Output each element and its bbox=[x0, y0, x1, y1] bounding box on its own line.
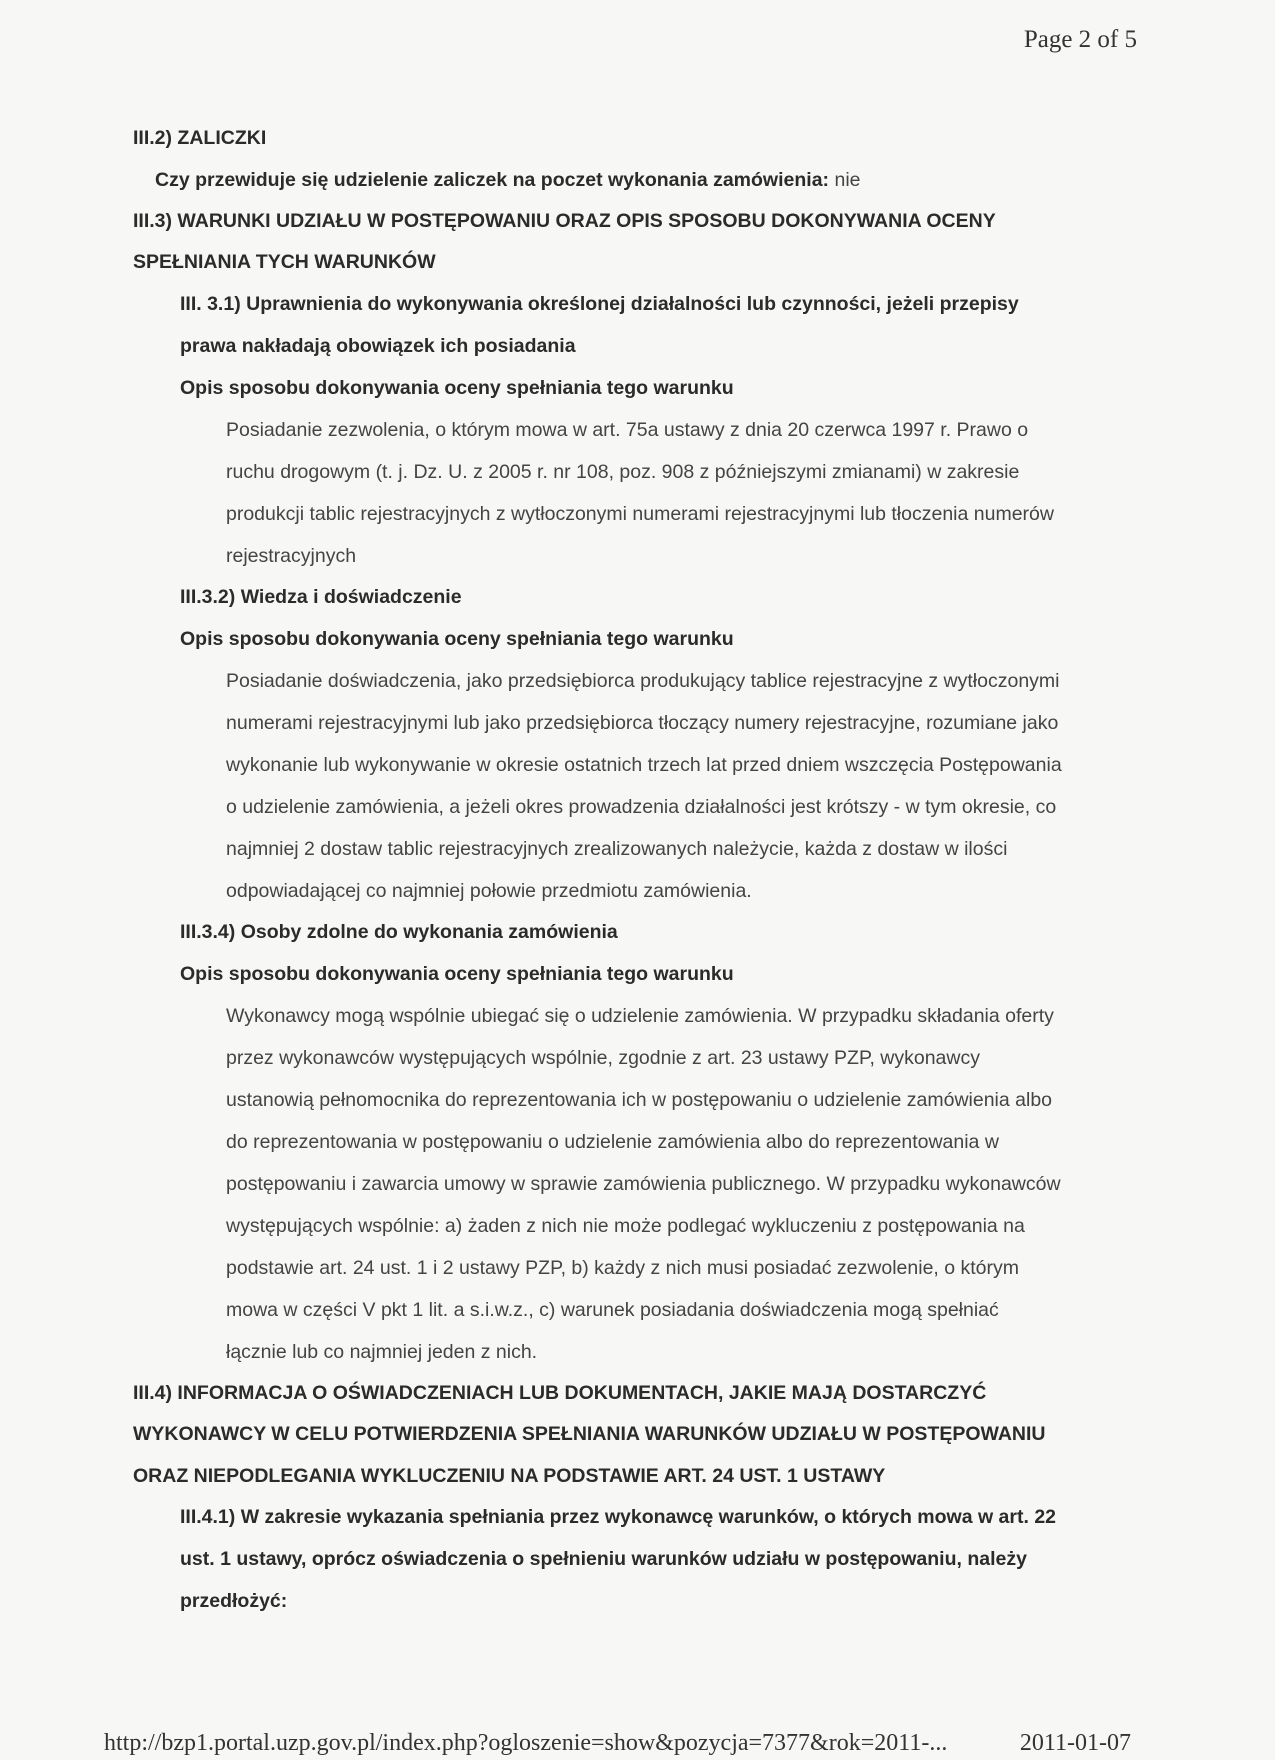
zaliczki-question: Czy przewiduje się udzielenie zaliczek na poczet wykonania zamówienia: bbox=[155, 169, 830, 191]
opis-label-wiedza: Opis sposobu dokonywania oceny spełniania tego warunku bbox=[180, 628, 734, 650]
section-heading-informacja-line1: III.4) INFORMACJA O OŚWIADCZENIACH LUB DOKUMENTACH, JAKIE MAJĄ DOSTARCZYĆ bbox=[133, 1382, 987, 1404]
subsection-heading-wiedza: III.3.2) Wiedza i doświadczenie bbox=[180, 586, 462, 608]
opis-label-osoby: Opis sposobu dokonywania oceny spełniania tego warunku bbox=[180, 963, 734, 985]
wiedza-body-line: wykonanie lub wykonywanie w okresie ostatnich trzech lat przed dniem wszczęcia Postępowania bbox=[226, 754, 1062, 776]
subsection-heading-zakres-line2: ust. 1 ustawy, oprócz oświadczenia o spełnieniu warunków udziału w postępowaniu, należy bbox=[180, 1548, 1027, 1570]
uprawnienia-body-line: ruchu drogowym (t. j. Dz. U. z 2005 r. nr 108, poz. 908 z późniejszymi zmianami) w zakresie bbox=[226, 461, 1020, 483]
wiedza-body-line: numerami rejestracyjnymi lub jako przedsiębiorca tłoczący numery rejestracyjne, rozumiane jako bbox=[226, 712, 1059, 734]
zaliczki-answer: nie bbox=[834, 169, 861, 191]
osoby-body-line: przez wykonawców występujących wspólnie, zgodnie z art. 23 ustawy PZP, wykonawcy bbox=[226, 1047, 980, 1069]
section-heading-warunki-line1: III.3) WARUNKI UDZIAŁU W POSTĘPOWANIU ORAZ OPIS SPOSOBU DOKONYWANIA OCENY bbox=[133, 210, 996, 232]
osoby-body-line: postępowaniu i zawarcia umowy w sprawie zamówienia publicznego. W przypadku wykonawców bbox=[226, 1173, 1061, 1195]
subsection-heading-uprawnienia-line1: III. 3.1) Uprawnienia do wykonywania określonej działalności lub czynności, jeżeli przepisy bbox=[180, 293, 1019, 315]
zaliczki-question-row bbox=[155, 168, 861, 192]
subsection-heading-zakres-line3: przedłożyć: bbox=[180, 1590, 288, 1612]
osoby-body-line: ustanowią pełnomocnika do reprezentowania ich w postępowaniu o udzielenie zamówienia albo bbox=[226, 1089, 1053, 1111]
osoby-body-line: podstawie art. 24 ust. 1 i 2 ustawy PZP, b) każdy z nich musi posiadać zezwolenie, o którym bbox=[226, 1257, 1020, 1279]
osoby-body-line: Wykonawcy mogą wspólnie ubiegać się o udzielenie zamówienia. W przypadku składania oferty bbox=[226, 1005, 1054, 1027]
page-number: Page 2 of 5 bbox=[1023, 26, 1137, 53]
wiedza-body-line: Posiadanie doświadczenia, jako przedsiębiorca produkujący tablice rejestracyjne z wytłoczonymi bbox=[226, 670, 1060, 692]
subsection-heading-osoby: III.3.4) Osoby zdolne do wykonania zamówienia bbox=[180, 921, 618, 943]
footer-url: http://bzp1.portal.uzp.gov.pl/index.php?ogloszenie=show&pozycja=7377&rok=2011-... bbox=[104, 1730, 948, 1756]
section-heading-informacja-line2: WYKONAWCY W CELU POTWIERDZENIA SPEŁNIANIA WARUNKÓW UDZIAŁU W POSTĘPOWANIU bbox=[133, 1423, 1046, 1445]
uprawnienia-body-line: produkcji tablic rejestracyjnych z wytłoczonymi numerami rejestracyjnymi lub tłoczenia numerów bbox=[226, 503, 1054, 525]
subsection-heading-uprawnienia-line2: prawa nakładają obowiązek ich posiadania bbox=[180, 335, 576, 357]
wiedza-body-line: najmniej 2 dostaw tablic rejestracyjnych zrealizowanych należycie, każda z dostaw w ilości bbox=[226, 838, 1008, 860]
osoby-body-line: mowa w części V pkt 1 lit. a s.i.w.z., c) warunek posiadania doświadczenia mogą spełniać bbox=[226, 1299, 999, 1321]
osoby-body-line: do reprezentowania w postępowaniu o udzielenie zamówienia albo do reprezentowania w bbox=[226, 1131, 999, 1153]
uprawnienia-body-line: rejestracyjnych bbox=[226, 545, 357, 567]
opis-label-uprawnienia: Opis sposobu dokonywania oceny spełniania tego warunku bbox=[180, 377, 734, 399]
uprawnienia-body-line: Posiadanie zezwolenia, o którym mowa w art. 75a ustawy z dnia 20 czerwca 1997 r. Prawo o bbox=[226, 419, 1029, 441]
section-heading-zaliczki: III.2) ZALICZKI bbox=[133, 127, 267, 149]
osoby-body-line: łącznie lub co najmniej jeden z nich. bbox=[226, 1341, 538, 1363]
wiedza-body-line: o udzielenie zamówienia, a jeżeli okres prowadzenia działalności jest krótszy - w tym okresie, co bbox=[226, 796, 1057, 818]
section-heading-informacja-line3: ORAZ NIEPODLEGANIA WYKLUCZENIU NA PODSTAWIE ART. 24 UST. 1 USTAWY bbox=[133, 1465, 886, 1487]
osoby-body-line: występujących wspólnie: a) żaden z nich nie może podlegać wykluczeniu z postępowania na bbox=[226, 1215, 1025, 1237]
subsection-heading-zakres-line1: III.4.1) W zakresie wykazania spełniania przez wykonawcę warunków, o których mowa w art. 22 bbox=[180, 1506, 1057, 1528]
footer-date: 2011-01-07 bbox=[1019, 1730, 1131, 1756]
wiedza-body-line: odpowiadającej co najmniej połowie przedmiotu zamówienia. bbox=[226, 880, 752, 902]
section-heading-warunki-line2: SPEŁNIANIA TYCH WARUNKÓW bbox=[133, 251, 436, 273]
